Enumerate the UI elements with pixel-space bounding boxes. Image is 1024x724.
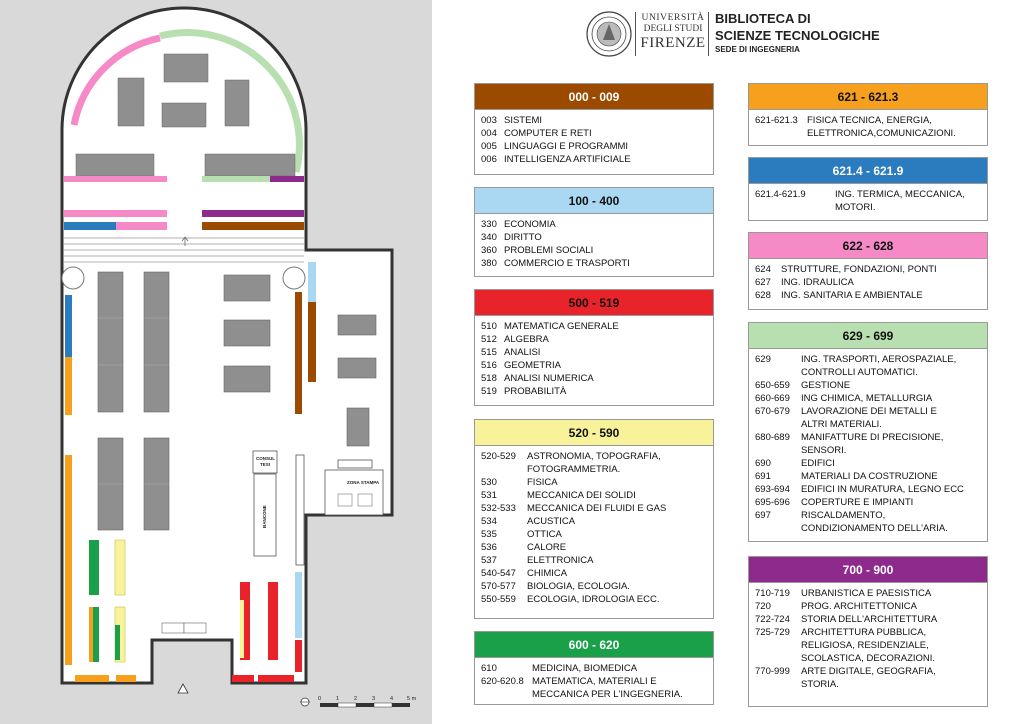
category-header: 622 - 628 [749,233,987,259]
classification-entry [755,276,981,289]
classification-entry [481,385,707,398]
shelf-orange-left-2 [65,455,72,665]
shelf-blue-left [65,295,72,357]
entry-description: SISTEMI [504,115,543,126]
shelf-orange-bottom-2 [116,675,136,682]
entry-description: GESTIONE [801,380,851,391]
svg-text:1: 1 [336,696,340,702]
classification-entry [755,263,981,276]
entry-description: STORIA DELL'ARCHITETTURA [801,614,938,625]
category-622-628 [748,232,988,310]
shelf-red-bottom-1 [232,675,254,682]
classification-entry [481,489,707,502]
entry-code: 510 [481,321,497,332]
category-621.4-621.9 [748,157,988,221]
classification-entry [481,372,707,385]
entry-description: ASTRONOMIA, TOPOGRAFIA, FOTOGRAMMETRIA. [527,451,661,475]
university-line3: FIRENZE [640,35,706,51]
entry-code: 006 [481,154,497,165]
entry-description: ACUSTICA [527,516,576,527]
entry-code: 621.4-621.9 [755,189,806,200]
classification-entry [481,359,707,372]
entry-description: LINGUAGGI E PROGRAMMI [504,141,629,152]
shelf-purple-1 [270,176,304,182]
entry-description: ING. TRASPORTI, AEROSPAZIALE, CONTROLLI AUTOMATICI. [801,354,957,378]
entry-description: CALORE [527,542,567,553]
category-500-519 [474,289,714,406]
category-header: 500 - 519 [475,290,713,316]
library-title-line2: SCIENZE TECNOLOGICHE [715,28,880,43]
entry-description: EDIFICI [801,458,835,469]
entry-code: 691 [755,471,771,482]
entry-code: 540-547 [481,568,516,579]
classification-entry [481,257,707,270]
category-header: 629 - 699 [749,323,987,349]
category-header: 621 - 621.3 [749,84,987,110]
classification-entry [755,289,981,302]
entry-description: GEOMETRIA [504,360,562,371]
entry-description: STRUTTURE, FONDAZIONI, PONTI [781,264,937,275]
entry-code: 621-621.3 [755,115,798,126]
entry-code: 520-529 [481,451,516,462]
classification-entry [481,244,707,257]
classification-entry [481,218,707,231]
entry-description: COMPUTER E RETI [504,128,592,139]
entry-description: FISICA [527,477,558,488]
library-title-line1: BIBLIOTECA DI [715,11,811,26]
shelf-lightblue-right [308,262,316,302]
university-seal-logo [585,10,633,58]
category-000-009 [474,83,714,175]
entry-code: 725-729 [755,627,790,638]
university-line2: DEGLI STUDI [643,24,703,34]
entry-code: 519 [481,386,497,397]
shelf-blue-1 [64,222,116,230]
entry-description: MECCANICA DEI SOLIDI [527,490,636,501]
entry-code: 722-724 [755,614,790,625]
entry-description: ING. SANITARIA E AMBIENTALE [781,290,923,301]
classification-entry [755,483,981,496]
shelf-red-bottom-right [295,640,302,672]
entry-code: 516 [481,360,497,371]
logo-separator [635,12,636,56]
shelf-brown-right-2 [308,302,316,382]
entry-description: ING. TERMICA, MECCANICA, MOTORI. [835,189,965,213]
svg-text:2: 2 [354,696,358,702]
entry-description: INTELLIGENZA ARTIFICIALE [504,154,631,165]
entry-description: ECONOMIA [504,219,556,230]
shelf-pink-1 [64,176,167,182]
classification-entry [481,231,707,244]
entry-description: ELETTRONICA [527,555,594,566]
classification-entry [481,580,707,593]
header-separator [708,12,709,56]
shelf-green-a [89,540,99,595]
classification-entry [481,346,707,359]
entry-code: 531 [481,490,497,501]
entry-description: DIRITTO [504,232,542,243]
classification-entry [481,153,707,166]
classification-entry [481,541,707,554]
shelf-red-b [268,582,278,660]
entry-description: OTTICA [527,529,562,540]
shelf-orange-bottom-1 [75,675,109,682]
entry-code: 670-679 [755,406,790,417]
entry-description: ARTE DIGITALE, GEOGRAFIA, STORIA. [801,666,936,690]
shelf-lightblue-bottom [295,572,302,638]
classification-entry [755,470,981,483]
entry-code: 693-694 [755,484,790,495]
entry-description: MATEMATICA, MATERIALI E MECCANICA PER L'INGEGNERIA. [532,676,683,700]
entry-code: 627 [755,277,771,288]
classification-entry [481,567,707,580]
classification-entry [481,502,707,515]
shelf-orange-left-1 [65,357,72,415]
spiral-stair-left [62,267,84,289]
classification-entry [481,140,707,153]
library-subtitle: SEDE DI INGEGNERIA [715,45,800,54]
entry-code: 512 [481,334,497,345]
entry-description: PROBLEMI SOCIALI [504,245,594,256]
shelf-green-1 [202,176,270,182]
svg-text:4: 4 [390,696,394,702]
university-name [639,13,707,51]
classification-entry [755,431,981,457]
entry-description: EDIFICI IN MURATURA, LEGNO ECC [801,484,964,495]
entry-code: 360 [481,245,497,256]
entry-description: URBANISTICA E PAESISTICA [801,588,932,599]
entry-description: MATEMATICA GENERALE [504,321,619,332]
entry-description: COMMERCIO E TRASPORTI [504,258,630,269]
category-header: 520 - 590 [475,420,713,446]
spiral-stair-right [283,267,305,289]
entry-description: MECCANICA DEI FLUIDI E GAS [527,503,667,514]
svg-text:0: 0 [318,696,322,702]
label-bancone: BANCONE [262,505,267,528]
entry-description: ANALISI [504,347,541,358]
classification-entry [755,626,981,665]
entry-code: 628 [755,290,771,301]
entry-code: 532-533 [481,503,516,514]
entry-code: 660-669 [755,393,790,404]
entry-code: 570-577 [481,581,516,592]
label-zona-stampa: ZONA STAMPA [347,480,380,485]
entry-code: 535 [481,529,497,540]
classification-entry [481,593,707,606]
entry-code: 005 [481,141,497,152]
classification-entry [755,392,981,405]
entry-code: 680-689 [755,432,790,443]
category-520-590 [474,419,714,619]
shelf-yellow-a [115,540,125,595]
entry-code: 650-659 [755,380,790,391]
classification-entry [755,405,981,431]
entry-code: 629 [755,354,771,365]
shelf-brown-right [295,292,302,414]
university-line1: UNIVERSITÀ [641,13,705,23]
entry-code: 530 [481,477,497,488]
label-tesi: TESI [260,462,271,467]
floor-plan [0,0,432,724]
entry-description: ING. IDRAULICA [781,277,854,288]
entry-description: PROG. ARCHITETTONICA [801,601,917,612]
shelf-red-bottom-2 [258,675,294,682]
classification-entry [755,353,981,379]
category-header: 700 - 900 [749,557,987,583]
entry-code: 710-719 [755,588,790,599]
classification-entry [755,613,981,626]
classification-entry [481,127,707,140]
classification-entry [755,587,981,600]
entry-code: 515 [481,347,497,358]
entry-description: BIOLOGIA, ECOLOGIA. [527,581,630,592]
category-header: 600 - 620 [475,632,713,658]
classification-entry [755,379,981,392]
category-621-621.3 [748,83,988,146]
entry-description: ARCHITETTURA PUBBLICA, RELIGIOSA, RESIDENZIALE, SCOLASTICA, DECORAZIONI. [801,627,936,664]
entry-description: MEDICINA, BIOMEDICA [532,663,638,674]
classification-entry [755,509,981,535]
entry-code: 620-620.8 [481,676,524,687]
entry-code: 340 [481,232,497,243]
classification-entry [481,114,707,127]
entry-code: 330 [481,219,497,230]
classification-entry [755,665,981,691]
entry-code: 536 [481,542,497,553]
classification-entry [755,496,981,509]
category-629-699 [748,322,988,542]
classification-entry [755,600,981,613]
legend-panel [432,0,1024,724]
shelf-pink-3 [116,222,167,230]
entry-code: 624 [755,264,771,275]
category-header: 621.4 - 621.9 [749,158,987,184]
category-header: 100 - 400 [475,188,713,214]
shelf-yellow-c [240,600,244,658]
entry-code: 610 [481,663,497,674]
entry-description: FISICA TECNICA, ENERGIA, ELETTRONICA,COMUNICAZIONI. [807,115,956,139]
shelf-orange-b [89,607,93,662]
entry-description: MATERIALI DA COSTRUZIONE [801,471,938,482]
entry-code: 380 [481,258,497,269]
classification-entry [481,476,707,489]
entry-code: 534 [481,516,497,527]
classification-entry [481,662,707,675]
category-600-620 [474,631,714,705]
label-consult: CONSUL [256,456,275,461]
shelf-purple-2 [202,210,304,217]
entry-code: 690 [755,458,771,469]
entry-code: 697 [755,510,771,521]
shelf-green-c [115,625,120,660]
classification-entry [481,320,707,333]
category-700-900 [748,556,988,707]
entry-description: RISCALDAMENTO, CONDIZIONAMENTO DELL'ARIA. [801,510,948,534]
entry-description: PROBABILITÀ [504,386,567,397]
classification-entry [755,188,981,214]
entry-description: ING CHIMICA, METALLURGIA [801,393,933,404]
classification-entry [481,554,707,567]
entry-code: 518 [481,373,497,384]
entry-code: 004 [481,128,497,139]
zona-stampa [325,470,383,515]
classification-entry [481,450,707,476]
entry-description: ALGEBRA [504,334,549,345]
classification-entry [481,515,707,528]
shelf-pink-2 [64,210,167,217]
classification-entry [755,457,981,470]
entry-code: 770-999 [755,666,790,677]
classification-entry [481,675,707,701]
shelf-brown-1 [202,222,304,230]
entry-description: CHIMICA [527,568,568,579]
classification-entry [755,114,981,140]
entry-description: ECOLOGIA, IDROLOGIA ECC. [527,594,660,605]
classification-entry [481,528,707,541]
svg-text:3: 3 [372,696,376,702]
entry-code: 720 [755,601,771,612]
classification-entry [481,333,707,346]
entry-code: 537 [481,555,497,566]
entry-code: 550-559 [481,594,516,605]
category-header: 000 - 009 [475,84,713,110]
entry-description: LAVORAZIONE DEI METALLI E ALTRI MATERIALI. [801,406,937,430]
svg-text:5 m: 5 m [407,696,417,702]
entry-description: COPERTURE E IMPIANTI [801,497,914,508]
entry-code: 003 [481,115,497,126]
entry-code: 695-696 [755,497,790,508]
entry-description: MANIFATTURE DI PRECISIONE, SENSORI. [801,432,944,456]
category-100-400 [474,187,714,277]
entry-description: ANALISI NUMERICA [504,373,594,384]
